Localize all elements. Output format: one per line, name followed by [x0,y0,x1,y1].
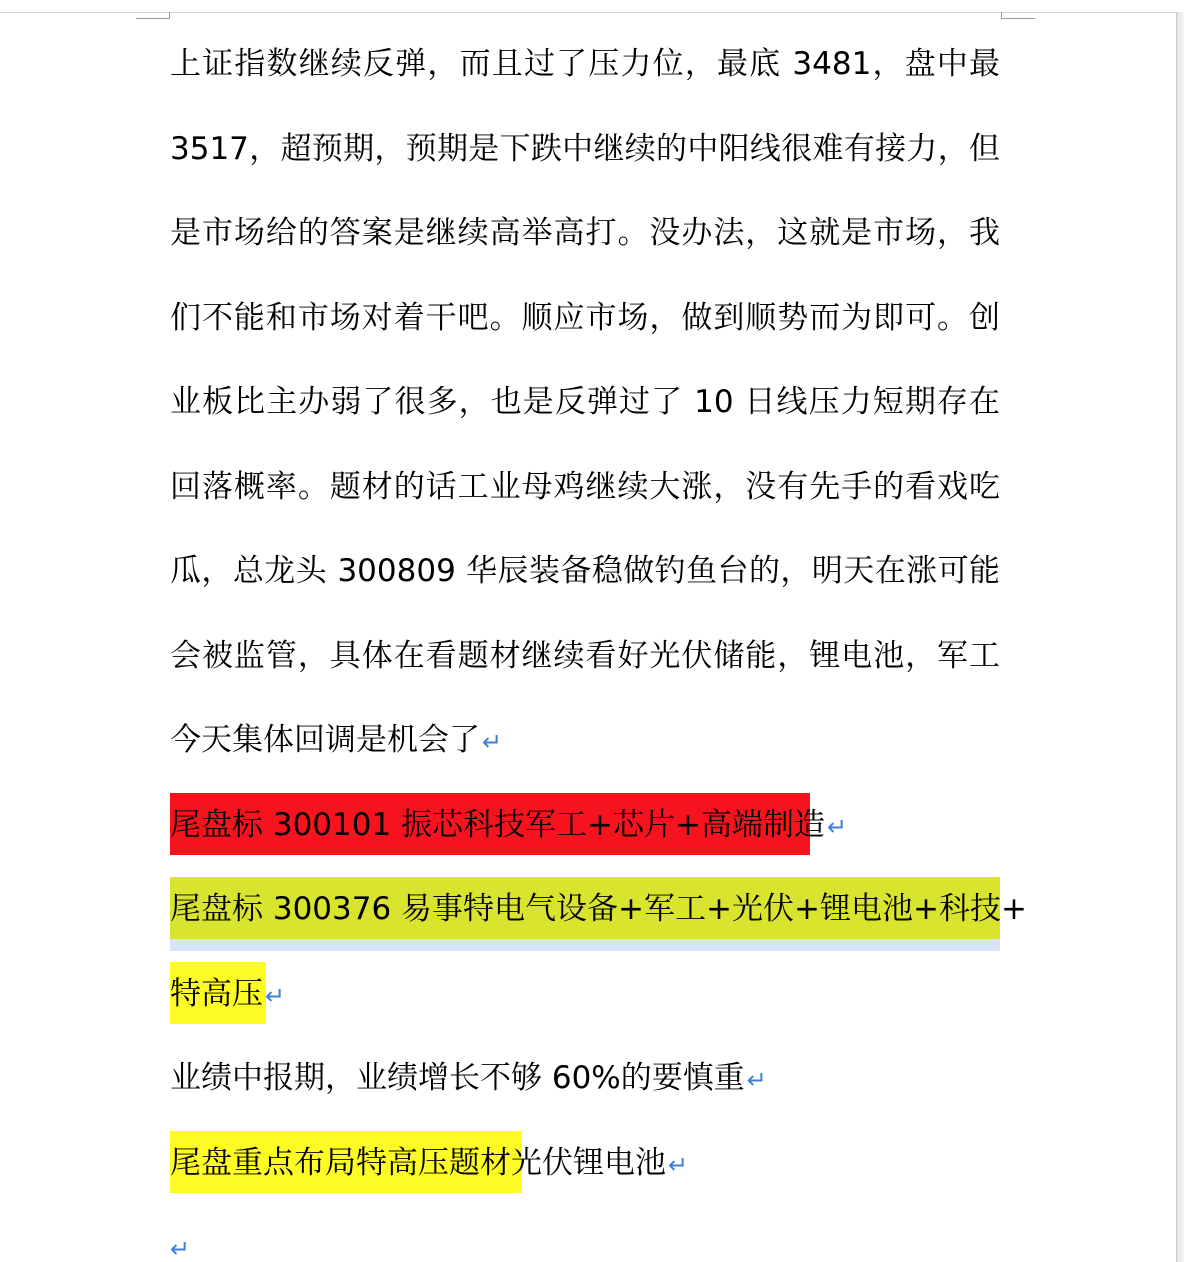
main-line[interactable]: 业板比主办弱了很多，也是反弹过了 10 日线压力短期存在 [170,384,1000,420]
main-line[interactable]: 瓜，总龙头 300809 华辰装备稳做钓鱼台的，明天在涨可能 [170,553,1000,589]
crop-mark-top-left-v [169,12,170,19]
page-shadow [1177,12,1184,1262]
main-paragraph[interactable] [170,22,1000,783]
pick-300376-line1[interactable]: 尾盘标 300376 易事特电气设备+军工+光伏+锂电池+科技+ [170,867,1000,952]
focus-line[interactable]: 尾盘重点布局特高压题材光伏锂电池↵ [170,1121,1000,1206]
crop-mark-top-right-h [1001,18,1035,19]
main-line-last[interactable]: 今天集体回调是机会了↵ [170,722,503,758]
selection-band [170,939,1000,951]
page-top-edge [0,12,1176,13]
empty-paragraph[interactable] [170,1205,1000,1262]
paragraph-mark-icon: ↵ [482,728,503,756]
pick-300101[interactable]: 尾盘标 300101 振芯科技军工+芯片+高端制造↵ [170,783,1000,868]
main-line[interactable]: 3517，超预期，预期是下跌中继续的中阳线很难有接力，但 [170,130,1000,167]
main-line[interactable]: 回落概率。题材的话工业母鸡继续大涨，没有先手的看戏吃 [170,468,1000,505]
paragraph-mark-icon: ↵ [170,1235,191,1262]
pick-300376-line2[interactable]: 特高压↵ [170,952,1000,1037]
crop-mark-top-right-v [1001,12,1002,19]
main-line[interactable]: 是市场给的答案是继续高举高打。没办法，这就是市场，我 [170,215,1000,251]
main-line[interactable]: 上证指数继续反弹，而且过了压力位，最底 3481，盘中最 [170,46,1000,82]
crop-mark-top-left-h [136,18,170,19]
paragraph-mark-icon: ↵ [265,981,286,1010]
paragraph-mark-icon: ↵ [827,812,848,841]
document-body[interactable] [170,22,1027,1262]
main-line[interactable]: 会被监管，具体在看题材继续看好光伏储能，锂电池，军工 [170,637,1000,674]
main-line[interactable]: 们不能和市场对着干吧。顺应市场，做到顺势而为即可。创 [170,299,1000,336]
earnings-note[interactable]: 业绩中报期，业绩增长不够 60%的要慎重↵ [170,1060,767,1096]
paragraph-mark-icon: ↵ [668,1150,689,1179]
paragraph-mark-icon: ↵ [746,1066,767,1094]
